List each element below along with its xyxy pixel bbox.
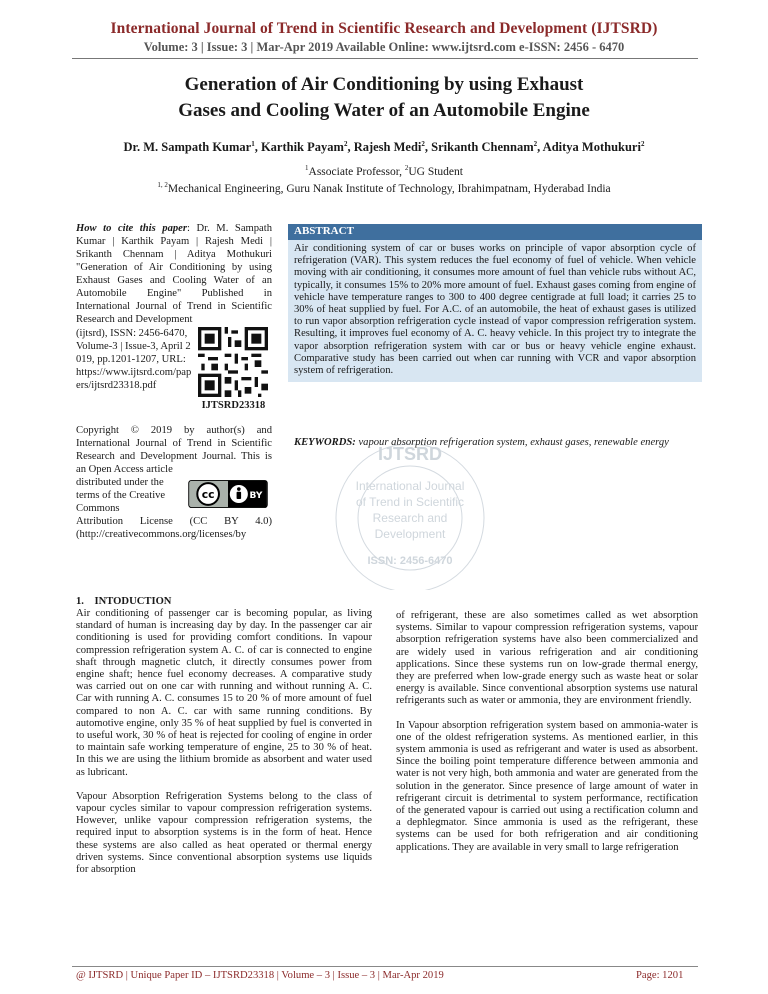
footer-divider [72, 966, 698, 967]
watermark-text: International Journal [355, 479, 465, 493]
license-text-cont: Attribution License (CC BY 4.0) (http://creativecommons.org/licenses/by [76, 516, 272, 540]
qr-code-icon[interactable] [198, 327, 268, 397]
journal-meta: Volume: 3 | Issue: 3 | Mar-Apr 2019 Available Online: www.ijtsrd.com e-ISSN: 2456 - 6470 [143, 40, 625, 54]
license-row [76, 476, 272, 515]
author-sup: 2 [343, 139, 348, 148]
ijtsrd-watermark-icon [300, 430, 520, 590]
citation-details: (ijtsrd), ISSN: 2456-6470, Volume-3 | Issue-3, April 2019, pp.1201-1207, URL: https://www.ijtsrd.com/papers/ijtsrd23318.pdf [76, 328, 192, 391]
body-paragraph: Vapour Absorption Refrigeration Systems belong to the class of vapour cycles similar to vapour compression refrigeration systems. However, unlike vapour compression refrigeration systems, the required input to absorption systems is in the form of heat. Hence these systems are also called as heat operated or thermal energy driven systems. Since conventional absorption systems use liquids for absorption [76, 790, 372, 876]
abstract-heading: ABSTRACT [288, 224, 702, 240]
cc-badge-left-text: cc [201, 488, 215, 502]
author-name: Dr. M. Sampath Kumar [123, 140, 252, 154]
cc-badge-right-text: BY [249, 491, 263, 502]
citation-qr-row [76, 327, 272, 412]
citation-text: : Dr. M. Sampath Kumar | Karthik Payam | Rajesh Medi | Srikanth Chennam | Aditya Mothukuri "Generation of Air Conditioning by using Exhaust Gases and Cooling Water of an Automobile Engine" Published in International Journal of Trend in Scientific Research and Development [76, 223, 273, 325]
paper-title-line-1: Generation of Air Conditioning by using Exhaust [184, 74, 584, 95]
keywords-label: KEYWORDS: [294, 437, 356, 448]
header-divider [72, 58, 698, 59]
body-paragraph: of refrigerant, these are also sometimes called as wet absorption systems. Similar to vapour compression refrigeration systems, vapour absorption refrigeration systems have also been commercialized and are widely used in various refrigeration and air conditioning applications. Since these systems run on low-grade thermal energy, they are preferred when low-grade energy such as waste heat or solar energy is available. Since conventional absorption systems use natural refrigerants such as water or ammonia, they are environment friendly. [396, 610, 698, 707]
paper-title [60, 72, 708, 124]
cc-by-license-icon[interactable] [184, 480, 272, 508]
watermark-text: of Trend in Scientific [355, 495, 465, 509]
affiliation-sup: 2 [404, 164, 409, 173]
affiliation-institution [0, 183, 768, 195]
watermark-text: IJTSRD [377, 444, 443, 464]
citation-column [76, 222, 272, 541]
affiliation-sup: 1 [305, 164, 309, 173]
watermark-text: Research and [372, 511, 448, 525]
author-name: Aditya Mothukuri [542, 140, 641, 154]
author-sup: 2 [421, 139, 425, 148]
qr-paper-id: IJTSRD23318 [201, 400, 266, 411]
body-column-left [76, 608, 372, 876]
author-name: Karthik Payam [260, 140, 344, 154]
page-number: Page: 1201 [636, 970, 684, 981]
abstract-body: Air conditioning system of car or buses works on principle of vapor absorption cycle of refrigeration (VAR). This system reduces the fuel economy of fuel of vehicle. When vehicle moving with air conditioning, it consumes more amount of fuel than vehicle rubs without AC, typically, it consumes 15% to 20% more amount of fuel. Exhaust gases coming from engine of vehicle have temperature ranges to 300 to 400 degree centigrade at full load; it carries 25 to 30% of heat supplied by fuel. For A.C. of an automobile, the heat of exhaust gases is utilized to run vapor absorption refrigeration cycle instead of vapor compression refrigeration system. Resulting, it improves fuel economy of A. C. heavy vehicle. In this project try to integrate the vapor absorption refrigeration system with car or bus or heavy vehicle engine exhaust. Comparative study has been carried out when car running with VCR and vapor absorption system of refrigeration. [294, 243, 696, 377]
keywords-block [294, 436, 702, 449]
paper-title-line-2: Gases and Cooling Water of an Automobile Engine [178, 100, 590, 121]
section-heading: 1. INTODUCTION [76, 596, 172, 607]
journal-name: International Journal of Trend in Scientific Research and Development (IJTSRD) [110, 20, 658, 37]
author-sup: 2 [533, 139, 538, 148]
author-sup: 2 [640, 139, 645, 148]
qr-block [195, 327, 272, 412]
copyright-block [76, 424, 272, 541]
body-paragraph: In Vapour absorption refrigeration system based on ammonia-water is one of the oldest refrigeration systems. As mentioned earlier, in this system ammonia is used as refrigerant and water is used as absorbent. Since the boiling point temperature difference between ammonia and water is not very high, both ammonia and water are generated from the solution in the generator. Since presence of large amount of water in refrigerant circuit is detrimental to system performance, rectification of the generated vapour is carried out using a rectification column and a dephlegmator. Since ammonia is used as the refrigerant, these systems can be used for both refrigeration and air conditioning applications. They are available in very small to large refrigeration [396, 719, 698, 853]
affiliation-role: Associate Professor, [308, 166, 405, 178]
affiliation-sup: 1, 2 [157, 181, 168, 190]
watermark-text: Development [374, 527, 446, 541]
copyright-text: Copyright © 2019 by author(s) and International Journal of Trend in Scientific Research and Development Journal. This is an Open Access article [76, 425, 272, 475]
author-name: Rajesh Medi [353, 140, 422, 154]
abstract-box [288, 224, 702, 382]
affiliation-roles [0, 166, 768, 178]
body-column-right [396, 610, 698, 854]
body-paragraph: Air conditioning of passenger car is becoming popular, as living standard of human is increasing day by day. In the passenger car air conditioning is used for providing comfort conditions. In vapour compression refrigeration system A. C. of car is connected to engine shaft through magnetic clutch, it directly consumes power from engine shaft; hence fuel economy decreases. A comparative study was carried out on one car with running and without running A. C. Car with running A. C. consumes 15 to 20 % of more amount of fuel compared to non A. C. car with same running conditions. By automotive engine, only 35 % of heat supplied by fuel is converted in to useful work, 30 % of heat is rejected for cooling of engine in order to maintain safe working temperature of engine, 25 to 30 % of heat. In this we are using the lithium bromide as absorbent and water used as lubricant. [76, 608, 372, 778]
keywords-text: vapour absorption refrigeration system, exhaust gases, renewable energy [355, 437, 669, 448]
affiliation-role: UG Student [408, 166, 463, 178]
affiliation-text: Mechanical Engineering, Guru Nanak Institute of Technology, Ibrahimpatnam, Hyderabad India [167, 183, 611, 195]
author-list: Dr. M. Sampath Kumar$^1$, Karthik Payam$^2$, Rajesh Medi$^2$, Srikanth Chennam$^2$, Aditya Mothukuri$^2$ [123, 139, 645, 154]
citation-label: How to cite this paper [76, 223, 187, 234]
author-sup: 1 [251, 139, 255, 148]
citation-block [76, 222, 272, 326]
license-text: distributed under the terms of the Creative Commons [76, 477, 166, 514]
author-name: Srikanth Chennam [431, 140, 534, 154]
footer-citation: @ IJTSRD | Unique Paper ID – IJTSRD23318 | Volume – 3 | Issue – 3 | Mar-Apr 2019 [76, 970, 444, 981]
watermark-text: ISSN: 2456-6470 [367, 555, 453, 567]
